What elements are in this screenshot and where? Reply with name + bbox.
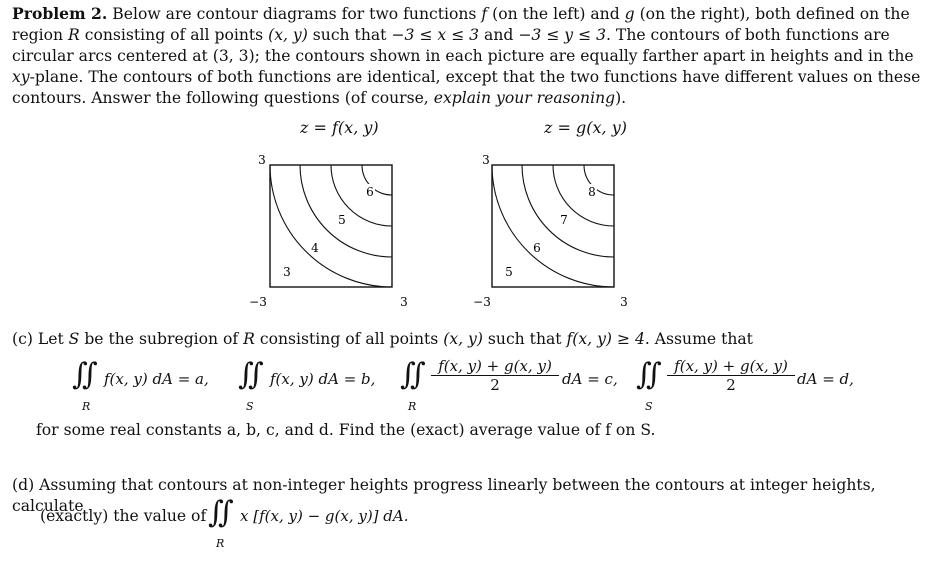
- y-range: −3 ≤ y ≤ 3: [518, 26, 606, 44]
- part-d-text-2: (exactly) the value of: [40, 507, 207, 525]
- right-plot-title: z = g(x, y): [544, 118, 627, 137]
- var-f: f: [481, 5, 488, 23]
- center-point: (3, 3): [212, 47, 255, 65]
- intro-text: such that: [307, 26, 392, 44]
- left-plot-title: z = f(x, y): [300, 118, 379, 137]
- part-c-followup: for some real constants a, b, c, and d. Find the (exact) average value of f on S.: [36, 421, 656, 439]
- var-xy: (x, y): [443, 330, 483, 348]
- intro-text: (on the right), both defined on the region: [12, 5, 910, 44]
- var-xy-plane: xy: [12, 68, 30, 86]
- part-c-text: be the subregion of: [79, 330, 244, 348]
- double-integral-sign: ∬: [208, 495, 234, 530]
- left-xmax-label: 3: [400, 295, 408, 309]
- part-d-subscript: R: [216, 537, 225, 550]
- var-xy: (x, y): [268, 26, 308, 44]
- left-contour-label: 6: [366, 185, 374, 199]
- right-contour-svg: [452, 148, 652, 318]
- left-contour-plot: [230, 148, 430, 318]
- right-contour-label: 7: [560, 213, 568, 227]
- x-range: −3 ≤ x ≤ 3: [391, 26, 480, 44]
- integral-1-body: f(x, y) dA = a,: [104, 370, 209, 388]
- intro-text: and: [479, 26, 519, 44]
- integral-2-subscript: S: [246, 400, 254, 413]
- double-integral-sign: ∬: [636, 357, 662, 392]
- intro-text: Below are contour diagrams for two functions: [112, 5, 482, 23]
- right-contour-label: 8: [588, 185, 596, 199]
- var-R: R: [68, 26, 80, 44]
- var-R: R: [243, 330, 255, 348]
- part-c-label: (c): [12, 330, 33, 348]
- intro-text: (on the left) and: [487, 5, 625, 23]
- double-integral-sign: ∬: [238, 357, 264, 392]
- problem-statement: [12, 3, 932, 109]
- right-contour-plot: [452, 148, 652, 318]
- integral-4-denominator: 2: [726, 376, 736, 394]
- left-ytick-label: 3: [258, 153, 266, 167]
- integral-3-subscript: R: [408, 400, 417, 413]
- part-c-text: Let: [32, 330, 69, 348]
- part-c-text: such that: [482, 330, 567, 348]
- integral-3-tail: dA = c,: [562, 370, 618, 388]
- intro-text: ; the contours shown in each picture are equally farther apart in heights and in the: [254, 47, 914, 65]
- intro-text: . The contours of both functions are circular arcs centered at: [12, 26, 890, 65]
- var-S: S: [68, 330, 80, 348]
- double-integral-sign: ∬: [400, 357, 426, 392]
- double-integral-sign: ∬: [72, 357, 98, 392]
- right-contour-label: 5: [505, 265, 513, 279]
- part-c-text: consisting of all points: [254, 330, 444, 348]
- integral-4-fraction: [667, 357, 795, 394]
- left-contour-label: 4: [311, 241, 319, 255]
- left-contour-label: 5: [338, 213, 346, 227]
- integral-1-subscript: R: [82, 400, 91, 413]
- integral-3-denominator: 2: [490, 376, 500, 394]
- var-g: g: [624, 5, 635, 23]
- integral-4-numerator: f(x, y) + g(x, y): [667, 357, 795, 376]
- part-d-text: Assuming that contours at non-integer heights progress linearly between the contours at integer heights, calculate: [12, 476, 876, 515]
- intro-text: ).: [615, 89, 627, 107]
- right-xmin-label: −3: [473, 295, 491, 309]
- right-contour-label: 6: [533, 241, 541, 255]
- right-xmax-label: 3: [620, 295, 628, 309]
- part-c-statement: [12, 329, 932, 350]
- left-contour-label: 3: [283, 265, 291, 279]
- integral-3-fraction: [431, 357, 559, 394]
- integral-3-numerator: f(x, y) + g(x, y): [431, 357, 559, 376]
- integral-4-subscript: S: [645, 400, 653, 413]
- integral-2-body: f(x, y) dA = b,: [270, 370, 376, 388]
- part-d-label: (d): [12, 476, 35, 494]
- intro-text: -plane. The contours of both functions are identical, except that the two functions have different values on these contours. Answer the following questions (of course,: [12, 68, 921, 107]
- integral-4-tail: dA = d,: [797, 370, 854, 388]
- explain-emphasis: explain your reasoning: [433, 89, 616, 107]
- problem-label: Problem 2.: [12, 4, 108, 23]
- left-xmin-label: −3: [249, 295, 267, 309]
- part-d-integrand: x [f(x, y) − g(x, y)] dA.: [240, 507, 409, 525]
- part-c-text: . Assume that: [644, 330, 753, 348]
- condition: f(x, y) ≥ 4: [566, 330, 645, 348]
- right-ytick-label: 3: [482, 153, 490, 167]
- intro-text: consisting of all points: [79, 26, 269, 44]
- left-contour-svg: [230, 148, 430, 318]
